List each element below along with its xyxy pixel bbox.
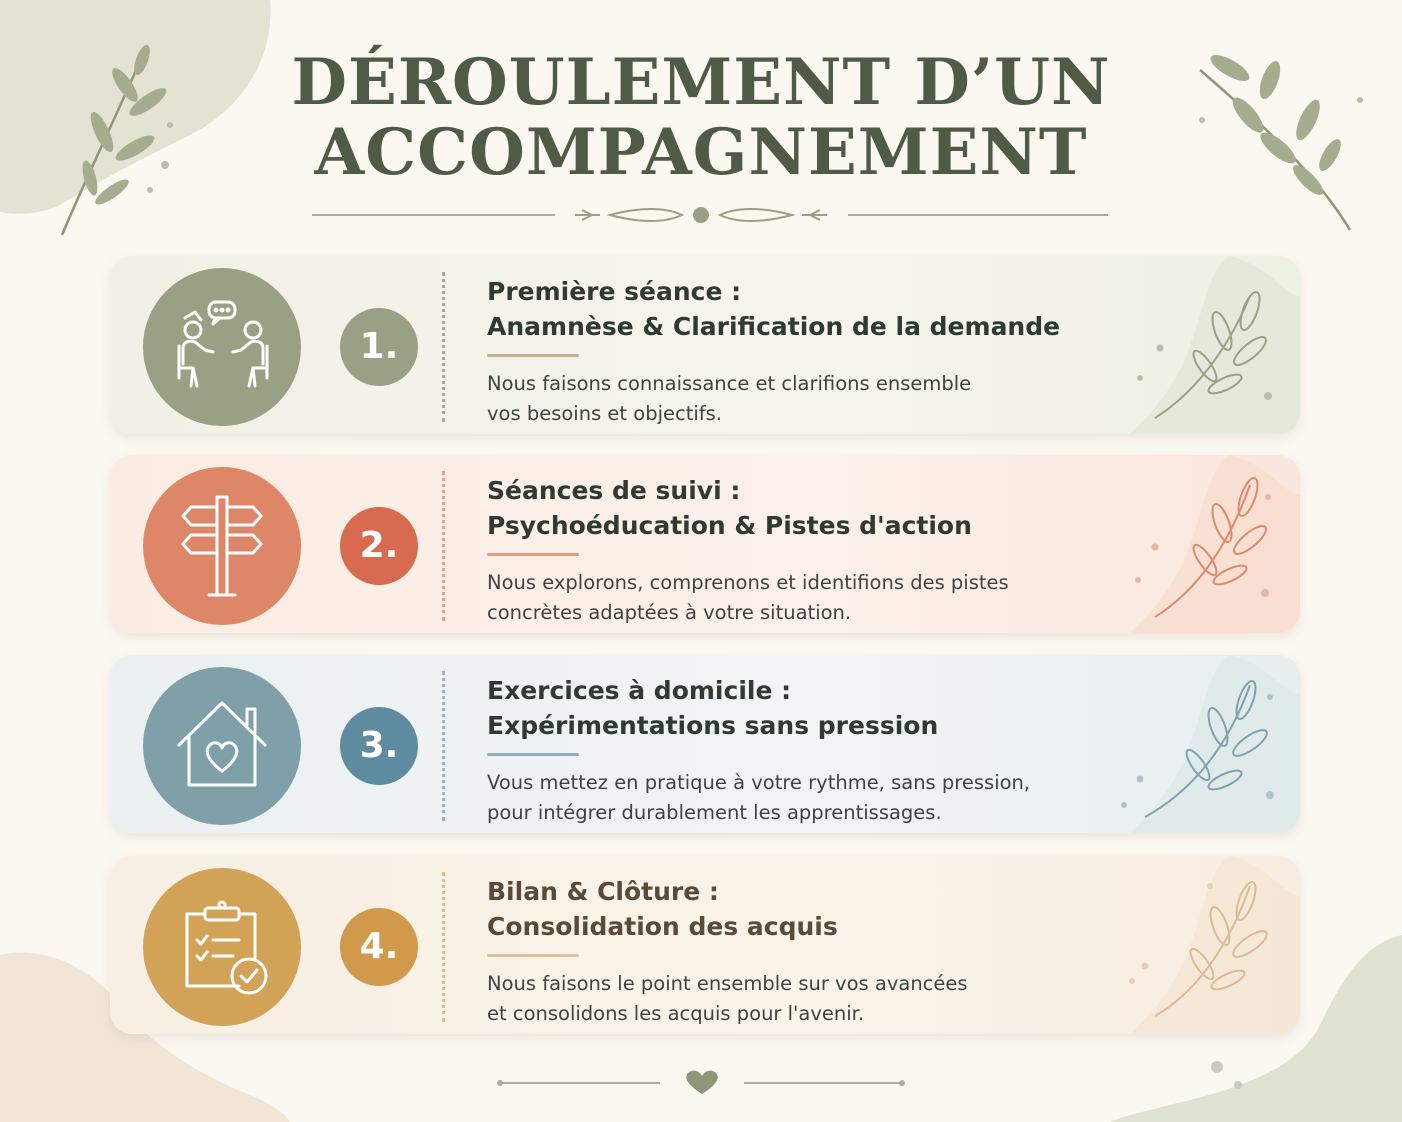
step-underline-1 bbox=[487, 354, 579, 357]
title-line-1: DÉROULEMENT D’UN bbox=[291, 45, 1111, 120]
step-heading-4-line-1: Bilan & Clôture : bbox=[487, 877, 719, 906]
step-icon-circle-3 bbox=[143, 667, 301, 825]
leaf-decoration-icon bbox=[1110, 455, 1300, 633]
step-heading-2-line-2: Psychoéducation & Pistes d'action bbox=[487, 511, 972, 540]
page-title bbox=[0, 45, 1402, 190]
step-icon-circle-4 bbox=[143, 868, 301, 1026]
step-description-4 bbox=[487, 969, 1127, 1029]
step-description-1-line-1: Nous faisons connaissance et clarifions ensemble bbox=[487, 372, 972, 395]
leaf-decoration-icon bbox=[1110, 655, 1300, 833]
step-number-1: 1. bbox=[340, 308, 418, 386]
step-description-3-line-1: Vous mettez en pratique à votre rythme, sans pression, bbox=[487, 771, 1031, 794]
step-underline-2 bbox=[487, 553, 579, 556]
footer-divider bbox=[496, 1068, 908, 1098]
step-separator-4 bbox=[442, 872, 445, 1022]
step-separator-1 bbox=[442, 272, 445, 422]
step-card-2 bbox=[110, 455, 1300, 633]
step-number-4: 4. bbox=[340, 908, 418, 986]
step-description-4-line-2: et consolidons les acquis pour l'avenir. bbox=[487, 1002, 865, 1025]
step-heading-2-line-1: Séances de suivi : bbox=[487, 476, 741, 505]
heart-icon bbox=[686, 1071, 718, 1094]
step-underline-4 bbox=[487, 954, 579, 957]
step-heading-3-line-1: Exercices à domicile : bbox=[487, 676, 792, 705]
step-number-3: 3. bbox=[340, 707, 418, 785]
step-heading-1 bbox=[487, 274, 1060, 344]
step-icon-circle-2 bbox=[143, 467, 301, 625]
step-separator-2 bbox=[442, 471, 445, 621]
house-heart-icon bbox=[143, 667, 301, 825]
step-heading-3-line-2: Expérimentations sans pression bbox=[487, 711, 939, 740]
step-description-2-line-1: Nous explorons, comprenons et identifions des pistes bbox=[487, 571, 1009, 594]
leaf-decoration-icon bbox=[1110, 856, 1300, 1034]
leaf-decoration-icon bbox=[1110, 256, 1300, 434]
signpost-icon bbox=[143, 467, 301, 625]
step-card-3 bbox=[110, 655, 1300, 833]
step-icon-circle-1 bbox=[143, 268, 301, 426]
step-description-3 bbox=[487, 768, 1127, 828]
step-description-1-line-2: vos besoins et objectifs. bbox=[487, 402, 722, 425]
step-heading-1-line-2: Anamnèse & Clarification de la demande bbox=[487, 312, 1061, 341]
step-heading-4 bbox=[487, 874, 838, 944]
step-heading-4-line-2: Consolidation des acquis bbox=[487, 912, 838, 941]
title-divider bbox=[310, 202, 1110, 228]
conversation-icon bbox=[143, 268, 301, 426]
step-description-1 bbox=[487, 369, 1127, 429]
step-heading-1-line-1: Première séance : bbox=[487, 277, 742, 306]
step-heading-2 bbox=[487, 473, 972, 543]
step-card-1 bbox=[110, 256, 1300, 434]
step-description-2 bbox=[487, 568, 1127, 628]
step-number-2: 2. bbox=[340, 507, 418, 585]
step-heading-3 bbox=[487, 673, 938, 743]
step-description-2-line-2: concrètes adaptées à votre situation. bbox=[487, 601, 852, 624]
step-separator-3 bbox=[442, 671, 445, 821]
step-card-4 bbox=[110, 856, 1300, 1034]
title-line-2: ACCOMPAGNEMENT bbox=[314, 115, 1088, 190]
step-description-4-line-1: Nous faisons le point ensemble sur vos avancées bbox=[487, 972, 968, 995]
clipboard-check-icon bbox=[143, 868, 301, 1026]
step-underline-3 bbox=[487, 753, 579, 756]
step-description-3-line-2: pour intégrer durablement les apprentissages. bbox=[487, 801, 942, 824]
